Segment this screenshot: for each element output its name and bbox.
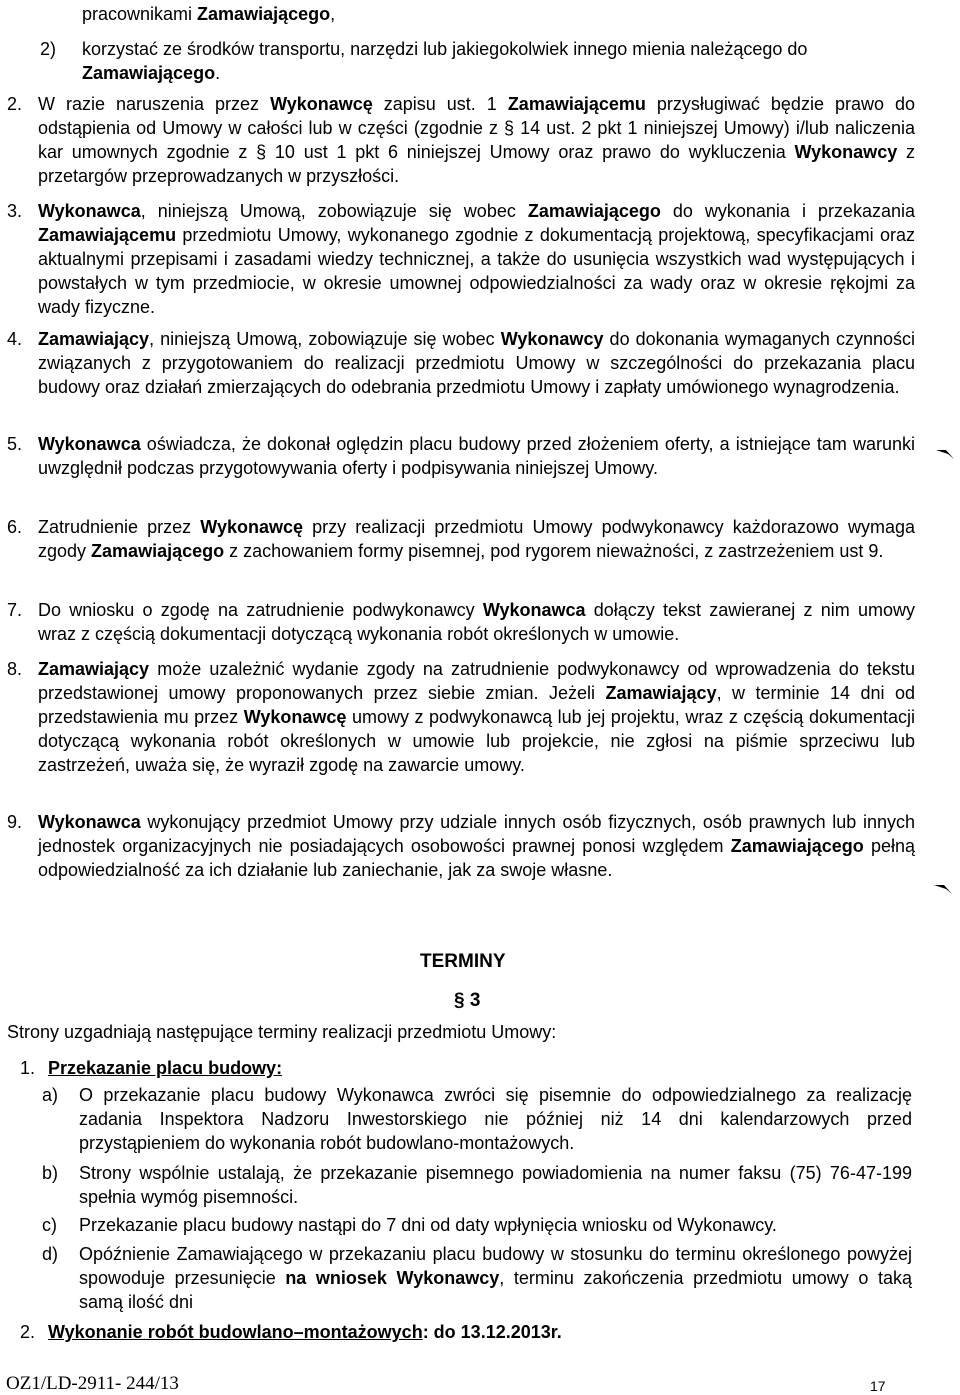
sub-term-letter: a) [42,1085,59,1105]
item-7-text: Do wniosku o zgodę na zatrudnienie podwykonawcy Wykonawca dołączy tekst zawieranej z nim umowy wraz z częścią dokumentacji dotyczącą wykonania robót określonych w umowie. [38,600,915,644]
continuation-line: pracownikami Zamawiającego, [82,4,336,24]
margin-mark-icon [934,883,954,895]
sub-term-letter: c) [42,1215,57,1235]
sub-item-number: 2) [40,39,57,59]
term-1-label: Przekazanie placu budowy: [48,1058,283,1078]
term-2-label: Wykonanie robót budowlano–montażowych: do 13.12.2013r. [48,1322,562,1342]
section-title: TERMINY [420,951,506,972]
item-number: 6. [7,517,23,537]
item-9-text: Wykonawca wykonujący przedmiot Umowy przy udziale innych osób fizycznych, osób prawnych lub innych jednostek organizacyjnych nie posiadających osobowości prawnej ponosi względem Zamawiającego pełną odpowiedzialność za ich działanie lub zaniechanie, jak za swoje własne. [38,812,916,880]
term-b-text: Strony wspólnie ustalają, że przekazanie pisemnego powiadomienia na numer faksu (75) 76-47-199 spełnia wymóg pisemności. [79,1163,912,1207]
item-2-text: W razie naruszenia przez Wykonawcę zapisu ust. 1 Zamawiającemu przysługiwać będzie prawo do odstąpienia od Umowy w całości lub w części (zgodnie z § 14 ust. 2 pkt 1 niniejszej Umowy) i/lub naliczenia kar umownych zgodnie z § 10 ust 1 pkt 6 niniejszej Umowy oraz prawo do wykluczenia Wykonawcy z przetargów przeprowadzanych w przyszłości. [38,94,915,186]
item-3-text: Wykonawca, niniejszą Umową, zobowiązuje się wobec Zamawiającego do wykonania i przekazania Zamawiającemu przedmiotu Umowy, wykonanego zgodnie z dokumentacją projektową, specyfikacjami oraz aktualnymi przepisami i zasadami wiedzy technicznej, a także do usunięcia wszystkich wad występujących i powstałych w tym przedmiocie, w okresie umownej odpowiedzialności za wady oraz w okresie rękojmi za wady fizyczne. [38,201,915,317]
item-number: 3. [7,201,23,221]
paragraph-number: § 3 [454,990,481,1011]
sub-item-text: korzystać ze środków transportu, narzędzi lub jakiegokolwiek innego mienia należącego do Zamawiającego. [82,39,808,83]
item-number: 5. [7,434,23,454]
item-4-text: Zamawiający, niniejszą Umową, zobowiązuje się wobec Wykonawcy do dokonania wymaganych czynności związanych z przygotowaniem do realizacji przedmiotu Umowy w szczególności do przekazania placu budowy oraz działań zmierzających do odebrania przedmiotu Umowy i zapłaty umówionego wynagrodzenia. [38,329,915,397]
term-number: 1. [20,1058,36,1078]
item-number: 2. [7,94,23,114]
sub-term-letter: b) [42,1163,59,1183]
page-number: 17 [870,1378,886,1394]
item-number: 4. [7,329,23,349]
term-number: 2. [20,1322,36,1342]
party-name: Zamawiającego [197,4,331,24]
term-d-text: Opóźnienie Zamawiającego w przekazaniu placu budowy w stosunku do terminu określonego powyżej spowoduje przesunięcie na wniosek Wykonawcy, terminu zakończenia przedmiotu umowy o taką samą ilość dni [79,1244,912,1312]
item-number: 8. [7,659,23,679]
document-code: OZ1/LD-2911- 244/13 [6,1373,179,1394]
item-number: 9. [7,812,23,832]
item-6-text: Zatrudnienie przez Wykonawcę przy realizacji przedmiotu Umowy podwykonawcy każdorazowo wymaga zgody Zamawiającego z zachowaniem formy pisemnej, pod rygorem nieważności, z zastrzeżeniem ust 9. [38,517,915,561]
sub-term-letter: d) [42,1244,59,1264]
margin-mark-icon [936,448,956,460]
item-8-text: Zamawiający może uzależnić wydanie zgody na zatrudnienie podwykonawcy od wprowadzenia do tekstu przedstawionej umowy proponowanych przez siebie zmian. Jeżeli Zamawiający, w terminie 14 dni od przedstawienia mu przez Wykonawcę umowy z podwykonawcą lub jej projektu, wraz z częścią dokumentacji dotyczącą wykonania robót określonych w umowie lub projekcie, nie zgłosi na piśmie sprzeciwu lub zastrzeżeń, uważa się, że wyraził zgodę na zawarcie umowy. [38,659,916,775]
section-intro: Strony uzgadniają następujące terminy realizacji przedmiotu Umowy: [7,1022,557,1042]
item-number: 7. [7,600,23,620]
term-c-text: Przekazanie placu budowy nastąpi do 7 dni od daty wpłynięcia wniosku od Wykonawcy. [79,1215,777,1235]
item-5-text: Wykonawca oświadcza, że dokonał oględzin placu budowy przed złożeniem oferty, a istniejące tam warunki uwzględnił podczas przygotowywania oferty i podpisywania niniejszej Umowy. [38,434,915,478]
term-a-text: O przekazanie placu budowy Wykonawca zwróci się pisemnie do odpowiedzialnego za realizację zadania Inspektora Nadzoru Inwestorskiego nie później niż 14 dni kalendarzowych przed przystąpieniem do wykonania robót budowlano-montażowych. [79,1085,912,1153]
party-name: Zamawiającego [82,63,216,83]
